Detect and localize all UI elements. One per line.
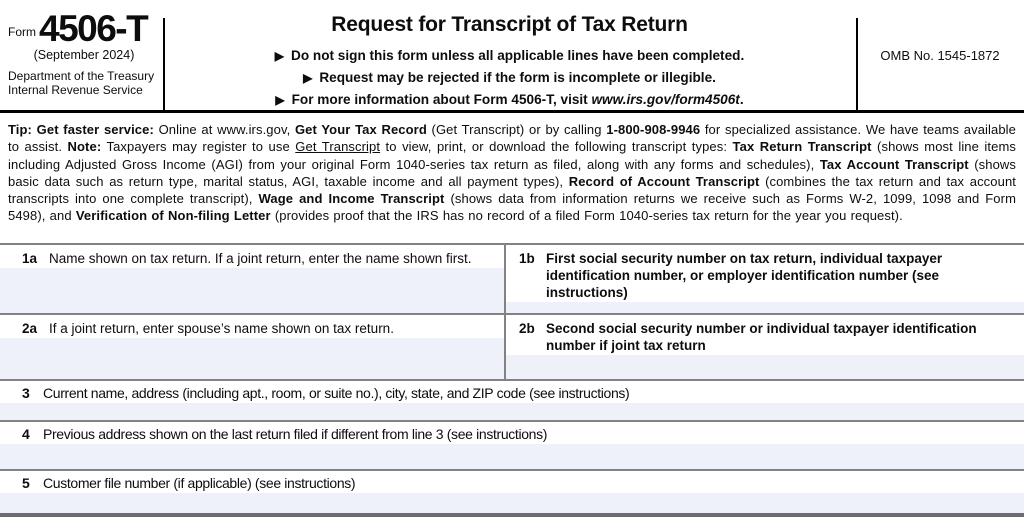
instruction-bullet-2: ▶ Request may be rejected if the form is incomplete or illegible.: [303, 70, 716, 85]
header-divider-left: [163, 18, 165, 110]
agency-line-1: Department of the Treasury: [8, 69, 155, 84]
agency-line-2: Internal Revenue Service: [8, 83, 143, 98]
arrow-bullet-icon: ▶: [275, 93, 285, 107]
row-1: [0, 245, 1024, 313]
form-title-block: [163, 0, 856, 110]
row-3: [0, 381, 1024, 420]
omb-number: OMB No. 1545-1872: [880, 47, 1000, 63]
line-1a: [0, 245, 504, 313]
line-4-input[interactable]: [0, 444, 1024, 469]
form-lines-table: [0, 243, 1024, 517]
form-id-block: [0, 0, 163, 110]
line-number: 3: [22, 385, 30, 401]
line-1b: [506, 245, 1024, 313]
line-2b: [506, 315, 1024, 379]
line-5-label: 5 Customer file number (if applicable) (see instructions): [22, 475, 356, 491]
form-revision-date: (September 2024): [33, 48, 135, 63]
form-number: 4506-T: [39, 8, 148, 49]
instruction-bullet-3: ▶ For more information about Form 4506-T, visit www.irs.gov/form4506t.: [275, 92, 744, 107]
line-4-label: 4 Previous address shown on the last return filed if different from line 3 (see instructions): [22, 426, 548, 442]
line-1b-label: 1b First social security number on tax return, individual taxpayer identification number, or employer identification number (see instructions): [519, 251, 943, 300]
line-2b-label: 2b Second social security number or individual taxpayer identification number if joint tax return: [519, 321, 977, 353]
arrow-bullet-icon: ▶: [274, 49, 284, 63]
arrow-bullet-icon: ▶: [303, 71, 313, 85]
line-3-input[interactable]: [0, 403, 1024, 420]
row-4: [0, 422, 1024, 469]
line-number: 1b: [519, 251, 535, 266]
line-2a-input[interactable]: [0, 338, 504, 379]
row-2: [0, 315, 1024, 379]
form-header: [0, 0, 1024, 113]
line-number: 2a: [22, 321, 38, 336]
line-5-input[interactable]: [0, 493, 1024, 513]
line-1a-label: 1a Name shown on tax return. If a joint return, enter the name shown first.: [22, 251, 472, 266]
line-number: 4: [22, 426, 30, 442]
row-5: [0, 471, 1024, 513]
line-3-label: 3 Current name, address (including apt., room, or suite no.), city, state, and ZIP code (see instructions): [22, 385, 630, 401]
line-number: 5: [22, 475, 30, 491]
line-1b-input[interactable]: [506, 302, 1024, 313]
tip-paragraph: Tip: Get faster service: Online at www.irs.gov, Get Your Tax Record (Get Transcript) or by calling 1-800-908-9946 for specialized assistance. We have teams available to assist. Note: Taxpayers may register to use Get Transcript to view, print, or download the following transcript types: Tax Return Transcript (shows most line items including Adjusted Gross Income (AGI) from your original Form 1040-series tax return as filed, along with any forms and schedules), Tax Account Transcript (shows basic data such as return type, marital status, AGI, taxable income and all payment types), Record of Account Transcript (combines the tax return and tax account transcripts into one complete transcript), Wage and Income Transcript (shows data from information returns we receive such as Forms W-2, 1099, 1098 and Form 5498), and Verification of Non-filing Letter (provides proof that the IRS has no record of a filed Form 1040-series tax return for the year you request).: [8, 122, 1017, 224]
line-2a: [0, 315, 504, 379]
form-word: Form: [8, 25, 36, 40]
section-bottom-rule: [0, 513, 1024, 517]
line-1a-input[interactable]: [0, 268, 504, 313]
line-number: 1a: [22, 251, 38, 266]
instruction-bullet-1: ▶ Do not sign this form unless all applicable lines have been completed.: [274, 48, 745, 63]
header-divider-right: [856, 18, 858, 110]
line-number: 2b: [519, 321, 535, 336]
page-title: Request for Transcript of Tax Return: [331, 13, 688, 36]
line-2a-label: 2a If a joint return, enter spouse’s name shown on tax return.: [22, 321, 394, 336]
line-2b-input[interactable]: [506, 355, 1024, 379]
